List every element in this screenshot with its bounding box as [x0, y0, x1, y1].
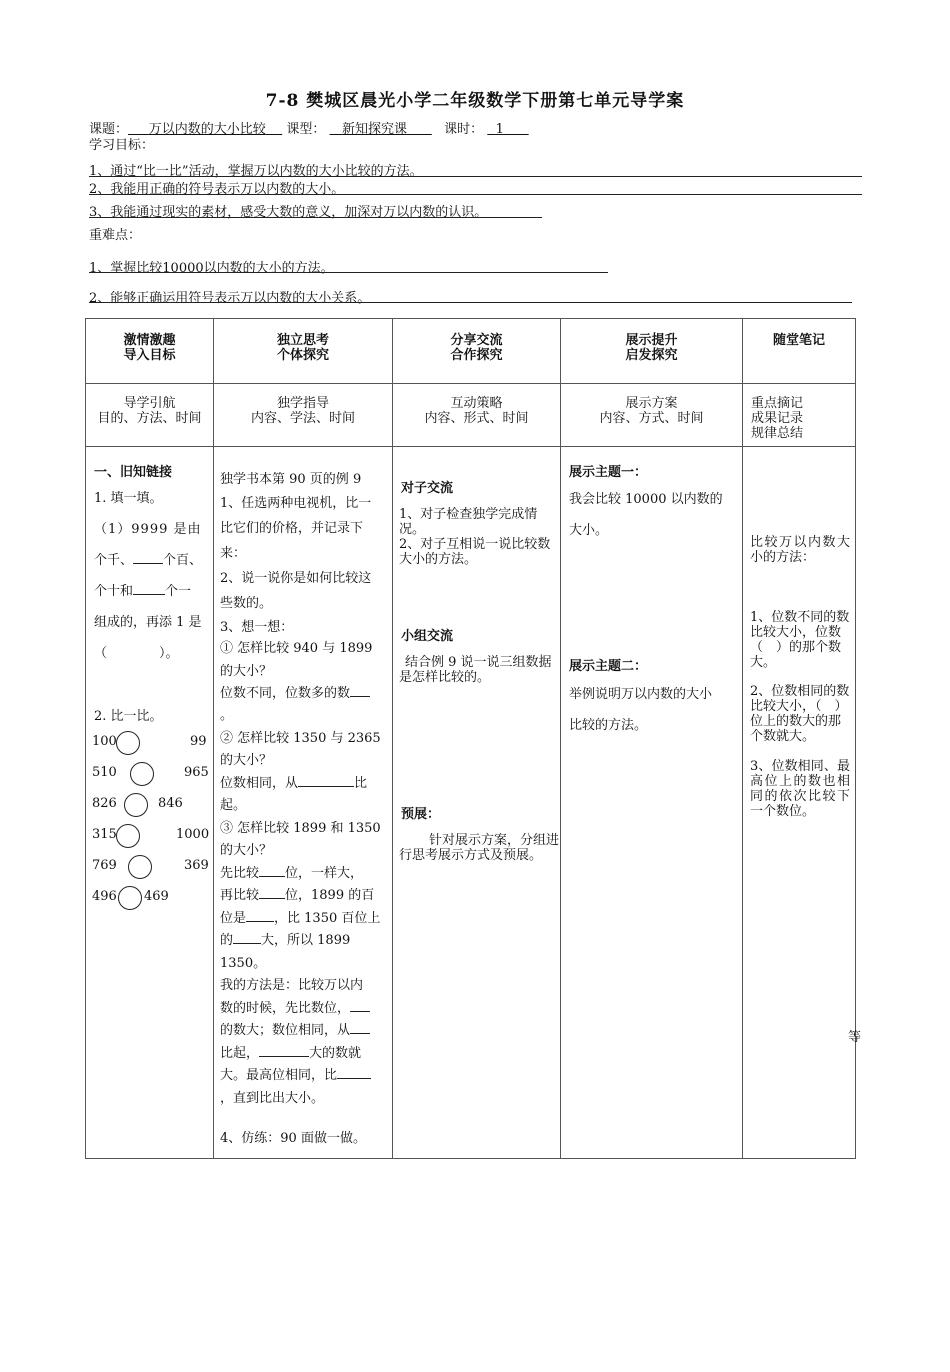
stray-text: 等 [848, 1030, 862, 1045]
subheader-row [86, 384, 856, 447]
compare-right: 99 [190, 734, 207, 749]
col-old-knowledge [86, 447, 214, 1159]
header-cell: 激情激趣 导入目标 [86, 319, 214, 384]
study-line: 的大小？ [220, 664, 273, 679]
objective-1: 1、通过“比一比”活动，掌握万以内数的大小比较的方法。 [89, 164, 423, 179]
study-line: 2、说一说你是如何比较这 [220, 571, 372, 586]
period-value: 1 [495, 122, 504, 137]
underline [89, 176, 862, 177]
study-line: 些数的。 [220, 596, 273, 611]
header-row [86, 319, 856, 384]
subheader-cell: 导学引航 目的、方法、时间 [86, 384, 214, 447]
study-line: 3、想一想： [220, 620, 294, 635]
pair-item: 2、对子互相说一说比较数大小的方法。 [399, 537, 551, 567]
study-line: ② 怎样比较 1350 与 2365 [220, 731, 381, 746]
objective-3: 3、我能通过现实的素材，感受大数的意义，加深对万以内数的认识。 [89, 205, 488, 220]
underline [89, 272, 608, 273]
compare-left: 100 [92, 734, 117, 749]
objective-2: 2、我能用正确的符号表示万以内数的大小。 [89, 182, 345, 197]
notes-item: 3、位数相同、最高位上的数也相同的依次比较下一个数位。 [750, 759, 850, 819]
header-cell: 分享交流 合作探究 [393, 319, 561, 384]
notes-item: 1、位数不同的数比较大小，位数（ ）的那个数大。 [750, 610, 850, 670]
header-cell: 独立思考 个体探究 [214, 319, 393, 384]
study-line: ，直到比出大小。 [220, 1091, 325, 1106]
theme2-text: 比较的方法。 [569, 718, 648, 733]
type-value: 新知探究课 [341, 122, 407, 137]
keypoint-1: 1、掌握比较10000以内数的大小的方法。 [89, 261, 334, 276]
compare-circle[interactable] [130, 762, 154, 786]
study-line: 独学书本第 90 页的例 9 [220, 472, 362, 487]
study-line: 我的方法是：比较万以内 [220, 978, 364, 993]
topic-label: 课题： [89, 122, 129, 137]
q1-line: （ ）。 [94, 646, 179, 661]
study-line: 先比较 位，一样大， [220, 866, 364, 881]
q1-line: 组成的，再添 1 是 [94, 615, 202, 630]
header-cell: 随堂笔记 [743, 319, 856, 384]
study-line: 的大小？ [220, 753, 273, 768]
compare-left: 769 [92, 858, 117, 873]
lesson-meta [89, 118, 529, 137]
page-title: 7-8 樊城区晨光小学二年级数学下册第七单元导学案 [265, 91, 685, 111]
group-text: 结合例 9 说一说三组数据是怎样比较的。 [399, 655, 552, 685]
study-line: 位数相同，从 比 [220, 776, 368, 791]
compare-right: 469 [144, 889, 169, 904]
study-line: 来： [220, 546, 247, 561]
compare-left: 496 [92, 889, 117, 904]
theme2-title: 展示主题二： [569, 659, 648, 674]
q1-line: 个十和 个一 [94, 584, 192, 599]
compare-circle[interactable] [116, 731, 140, 755]
compare-left: 315 [92, 827, 117, 842]
theme2-text: 举例说明万以内数的大小 [569, 687, 713, 702]
underline [89, 217, 542, 218]
preview-title: 预展： [401, 807, 441, 822]
header-cell: 展示提升 启发探究 [561, 319, 743, 384]
underline [89, 194, 862, 195]
compare-circle[interactable] [128, 855, 152, 879]
study-line: ① 怎样比较 940 与 1899 [220, 641, 373, 656]
study-line: 1350。 [220, 956, 267, 971]
study-line: 的 大，所以 1899 [220, 933, 351, 948]
theme1-text: 大小。 [569, 523, 609, 538]
study-line: 数的时候，先比数位， [220, 997, 370, 1016]
study-line: 比它们的价格，并记录下 [220, 521, 364, 536]
q1-line: （1）9999 是由 [94, 522, 202, 537]
question-1: 1. 填一填。 [94, 491, 163, 506]
objectives-label: 学习目标： [89, 138, 155, 153]
theme1-text: 我会比较 10000 以内数的 [569, 492, 723, 507]
compare-right: 965 [184, 765, 209, 780]
subheader-cell: 互动策略 内容、形式、时间 [393, 384, 561, 447]
study-line: 1、任选两种电视机，比一 [220, 496, 372, 511]
content-row [86, 447, 856, 1159]
study-line: 4、仿练：90 面做一做。 [220, 1131, 366, 1146]
preview-text: 针对展示方案，分组进行思考展示方式及预展。 [399, 833, 560, 863]
group-title: 小组交流 [401, 629, 454, 644]
section-heading: 一、旧知链接 [94, 465, 173, 480]
col-interaction [393, 447, 561, 1159]
study-line: 起。 [220, 798, 247, 813]
lesson-table [85, 318, 856, 1159]
study-line: 大。最高位相同，比 [220, 1064, 371, 1083]
notes-intro: 比较万以内数大小的方法： [750, 535, 850, 565]
pair-title: 对子交流 [401, 481, 454, 496]
study-line: 位是 ，比 1350 百位上 [220, 911, 381, 926]
compare-right: 1000 [176, 827, 210, 842]
subheader-cell: 展示方案 内容、方式、时间 [561, 384, 743, 447]
q1-line: 个千、 个百、 [94, 553, 203, 568]
keypoints-label: 重难点： [89, 228, 142, 243]
type-label: 课型： [286, 122, 326, 137]
col-notes [743, 447, 856, 1159]
period-label: 课时： [444, 122, 484, 137]
study-line: 比起， 大的数就 [220, 1046, 362, 1061]
study-line: ③ 怎样比较 1899 和 1350 [220, 821, 381, 836]
subheader-cell: 独学指导 内容、学法、时间 [214, 384, 393, 447]
study-line: 位数不同，位数多的数 [220, 682, 370, 701]
pair-item: 1、对子检查独学完成情况。 [399, 507, 538, 537]
col-self-study [214, 447, 393, 1159]
compare-left: 510 [92, 765, 117, 780]
subheader-cell: 重点摘记 成果记录 规律总结 [743, 384, 856, 447]
col-presentation [561, 447, 743, 1159]
study-line: 再比较 位，1899 的百 [220, 888, 375, 903]
study-line: 。 [220, 708, 234, 723]
topic-value: 万以内数的大小比较 [148, 122, 266, 137]
question-2: 2. 比一比。 [94, 709, 163, 724]
compare-right: 369 [184, 858, 209, 873]
underline [89, 302, 852, 303]
compare-circle[interactable] [118, 886, 142, 910]
study-line: 的大小？ [220, 843, 273, 858]
notes-item: 2、位数相同的数比较大小，（ ）位上的数大的那个数就大。 [750, 684, 850, 744]
compare-circle[interactable] [124, 793, 148, 817]
compare-circle[interactable] [116, 824, 140, 848]
keypoint-2: 2、能够正确运用符号表示万以内数的大小关系。 [89, 291, 371, 306]
study-line: 的数大；数位相同，从 [220, 1019, 370, 1038]
theme1-title: 展示主题一： [569, 465, 648, 480]
compare-right: 846 [158, 796, 183, 811]
compare-left: 826 [92, 796, 117, 811]
